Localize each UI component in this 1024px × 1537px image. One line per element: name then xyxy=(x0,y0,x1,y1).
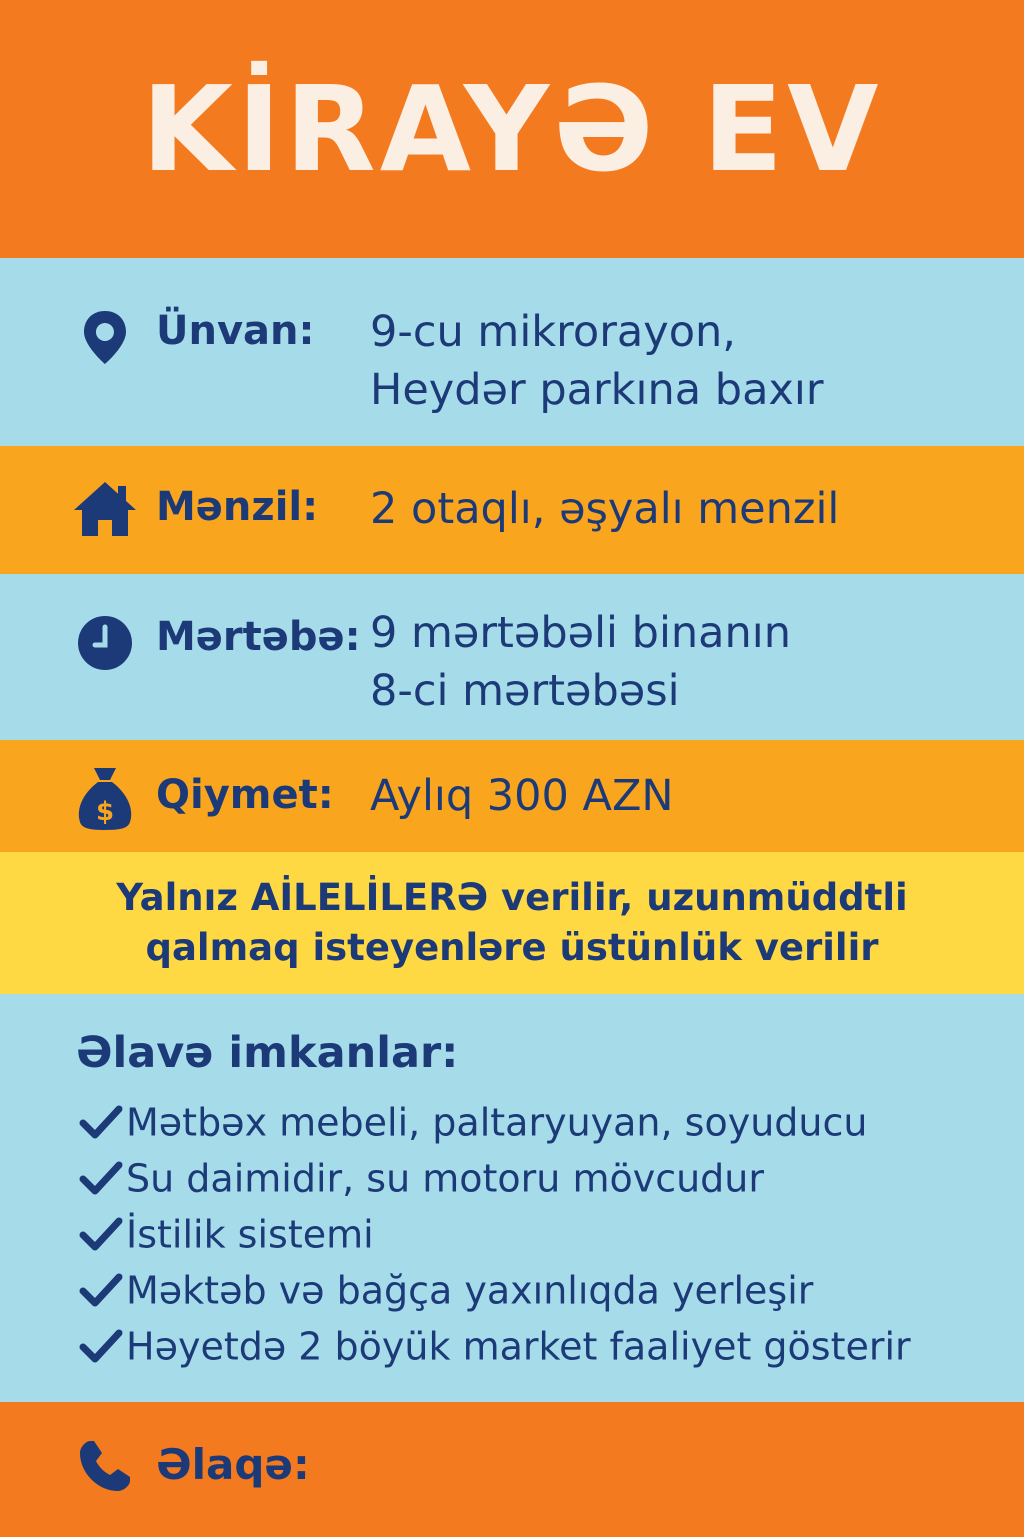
extras-title: Əlavə imkanlar: xyxy=(76,1028,459,1078)
price-label: Qiymet: xyxy=(156,772,334,818)
money-bag-icon xyxy=(74,764,136,832)
clock-icon xyxy=(76,614,134,672)
apartment-label: Mənzil: xyxy=(156,484,319,530)
checkmark-icon xyxy=(76,1327,126,1367)
apartment-section xyxy=(0,446,1024,574)
contact-section xyxy=(0,1402,1024,1537)
address-line1: 9-cu mikrorayon, xyxy=(370,307,736,357)
address-section xyxy=(0,258,1024,446)
list-item: Həyetdə 2 böyük market faaliyet gösterir xyxy=(76,1316,911,1372)
floor-line2: 8-ci mərtəbəsi xyxy=(370,666,680,716)
address-line2: Heydər parkına baxır xyxy=(370,365,824,415)
list-item: İstilik sistemi xyxy=(76,1204,374,1260)
floor-line1: 9 mərtəbəli binanın xyxy=(370,608,791,658)
phone-icon xyxy=(76,1437,134,1495)
checkmark-icon xyxy=(76,1215,126,1255)
checkmark-icon xyxy=(76,1159,126,1199)
list-item: Su daimidir, su motoru mövcudur xyxy=(76,1148,764,1204)
svg-text:$: $ xyxy=(95,797,115,827)
house-icon xyxy=(72,478,138,540)
page-title: KİRAYƏ EV xyxy=(141,60,883,198)
note-line2: qalmaq isteyenlәre üstünlük verilir xyxy=(145,926,879,969)
floor-section xyxy=(0,574,1024,740)
floor-label: Mərtəbə: xyxy=(156,614,361,660)
price-value: Aylıq 300 AZN xyxy=(370,771,674,821)
list-item: Məktəb və bağça yaxınlıqda yerleşir xyxy=(76,1260,813,1316)
checkmark-icon xyxy=(76,1271,126,1311)
note-line1: Yalnız AİLELİLERƏ verilir, uzunmüddtli xyxy=(116,876,908,919)
price-section xyxy=(0,740,1024,852)
address-label: Ünvan: xyxy=(156,308,315,354)
contact-label: Əlaqə: xyxy=(156,1440,310,1489)
location-pin-icon xyxy=(76,308,134,366)
apartment-value: 2 otaqlı, əşyalı menzil xyxy=(370,484,840,534)
header-banner xyxy=(0,0,1024,258)
checkmark-icon xyxy=(76,1103,126,1143)
note-section xyxy=(0,852,1024,994)
list-item: Mətbəx mebeli, paltaryuyan, soyuducu xyxy=(76,1092,867,1148)
